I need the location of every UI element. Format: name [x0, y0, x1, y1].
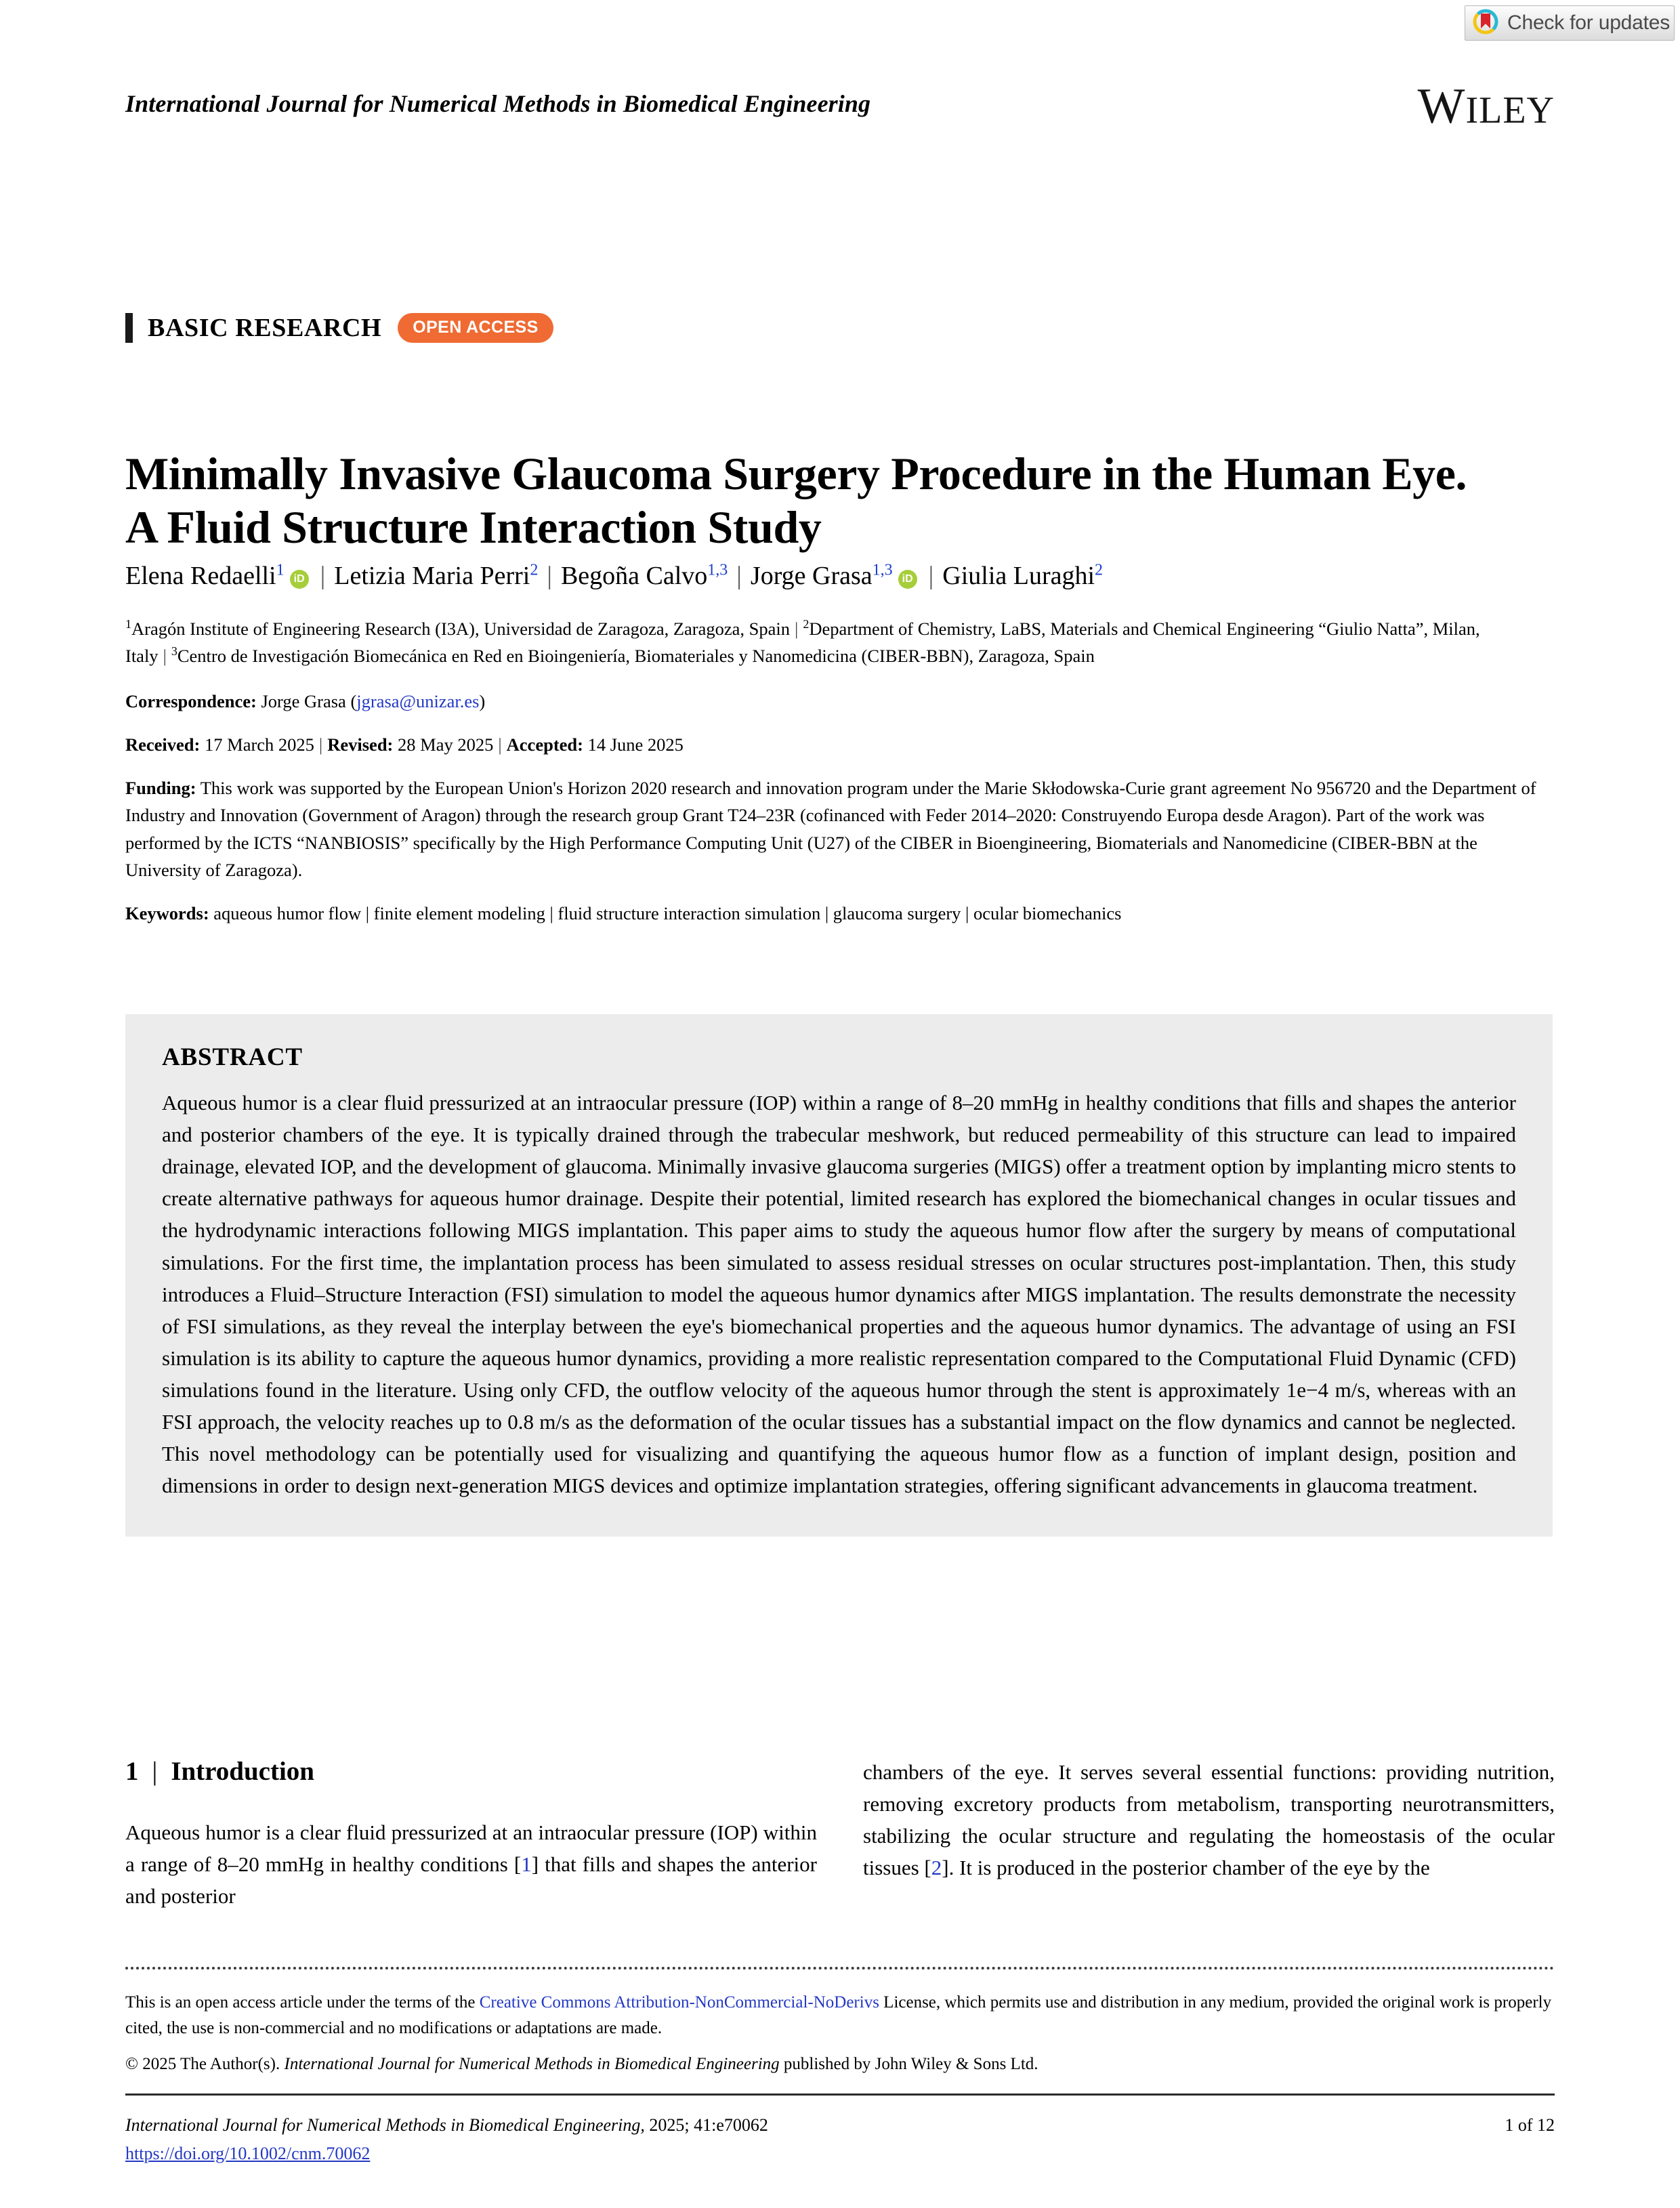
abstract-heading: ABSTRACT: [162, 1043, 303, 1071]
body-columns: [125, 1756, 1555, 1919]
author-separator: |: [928, 562, 934, 590]
license-line: [125, 1990, 1555, 2041]
page-footer: [125, 2112, 1555, 2166]
page-number: 1 of 12: [1505, 2115, 1555, 2135]
abstract-text: Aqueous humor is a clear fluid pressurized at an intraocular pressure (IOP) within a range of 8–20 mmHg in healthy conditions that fills and shapes the anterior and posterior chambers of the eye. It is typically drained through the trabecular meshwork, but reduced permeability of this structure can lead to impaired drainage, elevated IOP, and the development of glaucoma. Minimally invasive glaucoma surgeries (MIGS) offer a treatment option by implanting micro stents to create alternative pathways for aqueous humor drainage. Despite their potential, limited research has explored the biomechanical changes in ocular tissues and the hydrodynamic interactions following MIGS implantation. This paper aims to study the aqueous humor flow after the surgery by means of computational simulations. For the first time, the implantation process has been simulated to assess residual stresses on ocular structures post-implantation. Then, this study introduces a Fluid–Structure Interaction (FSI) simulation to model the aqueous humor dynamics after MIGS implantation. The results demonstrate the necessity of FSI simulations, as they reveal the interplay between the eye's biomechanical properties and the aqueous humor dynamics. The advantage of using an FSI simulation is its ability to capture the aqueous humor dynamics, providing a more realistic representation compared to the Computational Fluid Dynamic (CFD) simulations found in the literature. Using only CFD, the outflow velocity of the aqueous humor through the stent is approximately 1e−4 m/s, whereas with an FSI approach, the velocity reaches up to 0.8 m/s as the deformation of the ocular tissues has a substantial impact on the flow dynamics and cannot be neglected. This novel methodology can be potentially used for visualizing and quantifying the aqueous humor flow as a function of implant design, position and dimensions in order to design next-generation MIGS devices and optimize implantation strategies, offering significant advancements in glaucoma treatment.: [162, 1091, 1516, 1498]
author-name: Begoña Calvo: [560, 562, 708, 590]
author-affiliation-marker: 1,3: [707, 561, 728, 579]
article-meta: [125, 615, 1555, 927]
affiliation-separator: |: [163, 646, 167, 667]
keywords-label: Keywords:: [125, 903, 209, 924]
funding-text: This work was supported by the European Union's Horizon 2020 research and innovation program under the Marie Skłodowska-Curie grant agreement No 956720 and the Department of Industry and Innovation (Government of Aragon) through the research group Grant T24–23R (cofinanced with Feder 2014–2020: Construyendo Europa desde Aragon). Part of the work was performed by the ICTS “NANBIOSIS” specifically by the High Performance Computing Unit (U27) of the CIBER in Bioengineering, Biomaterials and Nanomedicine (CIBER-BBN at the University of Zaragoza).: [125, 778, 1536, 880]
author-affiliation-marker: 1: [276, 561, 285, 579]
intro-paragraph-left: [125, 1816, 817, 1912]
wiley-logo-w: W: [1417, 79, 1466, 134]
citation-ref-1[interactable]: 1: [521, 1852, 532, 1877]
abstract-box: [125, 1014, 1553, 1537]
license-footnote: [125, 1990, 1555, 2077]
author-list: [125, 560, 1555, 593]
author-name: Elena Redaelli: [125, 562, 276, 590]
author-separator: |: [736, 562, 742, 590]
author-affiliation-marker: 1,3: [872, 561, 893, 579]
affiliation-marker-3: 3: [171, 644, 177, 659]
license-text-1: This is an open access article under the terms of the: [125, 1993, 480, 2012]
correspondence-name: Jorge Grasa: [261, 690, 346, 711]
journal-name: International Journal for Numerical Methods in Biomedical Engineering: [125, 90, 871, 117]
funding-label: Funding:: [125, 778, 196, 799]
crossmark-icon: [1472, 8, 1499, 39]
revised-label: Revised:: [327, 734, 394, 755]
correspondence-label: Correspondence:: [125, 690, 257, 711]
citation-ref-2[interactable]: 2: [931, 1856, 942, 1880]
revised-date: 28 May 2025: [398, 734, 494, 755]
correspondence: [125, 688, 1555, 715]
intro-right-text-2: ]. It is produced in the posterior chamber of the eye by the: [942, 1856, 1430, 1880]
intro-left-text-1: Aqueous humor is a clear fluid pressurized at an intraocular pressure (IOP) within a range of 8–20 mmHg in healthy conditions [: [125, 1820, 817, 1877]
author-separator: |: [547, 562, 552, 590]
article-type-label: BASIC RESEARCH: [148, 314, 382, 342]
date-separator: |: [318, 734, 323, 755]
copyright-text-1: © 2025 The Author(s).: [125, 2055, 285, 2073]
received-label: Received:: [125, 734, 201, 755]
affiliation-3: Centro de Investigación Biomecánica en Red en Bioingeniería, Biomateriales y Nanomedicina (CIBER-BBN), Zaragoza, Spain: [177, 646, 1095, 667]
correspondence-email[interactable]: jgrasa@unizar.es: [356, 690, 480, 711]
page-title: Minimally Invasive Glaucoma Surgery Procedure in the Human Eye. A Fluid Structure Interaction Study: [125, 447, 1467, 554]
section-heading-introduction: [125, 1756, 817, 1787]
column-right: [863, 1756, 1555, 1919]
masthead: [125, 81, 1555, 142]
orcid-icon[interactable]: iD: [898, 570, 917, 589]
doi-link[interactable]: https://doi.org/10.1002/cnm.70062: [125, 2143, 371, 2163]
section-title: Introduction: [171, 1757, 314, 1786]
wiley-logo: [1417, 79, 1555, 134]
copyright-line: [125, 2051, 1555, 2077]
footer-journal-name: International Journal for Numerical Methods in Biomedical Engineering,: [125, 2115, 645, 2135]
footer-divider: [125, 2094, 1555, 2096]
intro-paragraph-right: [863, 1756, 1555, 1883]
footnote-divider: [125, 1967, 1555, 1970]
author-name: Giulia Luraghi: [942, 562, 1095, 590]
date-separator: |: [498, 734, 502, 755]
affiliation-2: Department of Chemistry, LaBS, Materials and Chemical Engineering “Giulio Natta”, Milan, Italy: [125, 619, 1480, 667]
accepted-label: Accepted:: [506, 734, 583, 755]
author-name: Jorge Grasa: [750, 562, 873, 590]
footer-citation: [125, 2112, 768, 2166]
article-type-rule: [125, 313, 133, 343]
section-number: 1: [125, 1757, 139, 1786]
check-for-updates-badge[interactable]: [1465, 5, 1675, 41]
affiliation-marker-1: 1: [125, 617, 131, 631]
article-dates: [125, 731, 1555, 758]
correspondence-paren-close: ): [479, 690, 486, 711]
license-text-2: License, which permits use and distribution in any medium, provided the original work is properly cited, the use is non-commercial and no modifications or adaptations are made.: [125, 1993, 1552, 2037]
section-bar: |: [152, 1757, 158, 1786]
affiliation-1: Aragón Institute of Engineering Research (I3A), Universidad de Zaragoza, Zaragoza, Spain: [131, 619, 791, 639]
column-left: [125, 1756, 817, 1919]
affiliation-separator: |: [795, 619, 799, 639]
received-date: 17 March 2025: [205, 734, 314, 755]
affiliations: [125, 615, 1555, 670]
copyright-text-2: published by John Wiley & Sons Ltd.: [779, 2055, 1038, 2073]
keywords: [125, 900, 1555, 927]
author-separator: |: [320, 562, 326, 590]
funding-statement: [125, 774, 1555, 883]
orcid-icon[interactable]: iD: [290, 570, 309, 589]
affiliation-marker-2: 2: [803, 617, 810, 631]
keywords-text: aqueous humor flow | finite element modeling | fluid structure interaction simulation | glaucoma surgery | ocular biomechanics: [213, 903, 1122, 924]
accepted-date: 14 June 2025: [587, 734, 684, 755]
author-name: Letizia Maria Perri: [334, 562, 530, 590]
check-for-updates-label: Check for updates: [1507, 12, 1671, 34]
correspondence-paren-open: (: [350, 690, 357, 711]
author-affiliation-marker: 2: [530, 561, 539, 579]
license-link[interactable]: Creative Commons Attribution-NonCommercial-NoDerivs: [479, 1993, 879, 2012]
open-access-badge: OPEN ACCESS: [398, 313, 553, 343]
intro-right-text-1: chambers of the eye. It serves several essential functions: providing nutrition, removing excretory products from metabolism, transporting neurotransmitters, stabilizing the ocular structure and regulating the homeostasis of the ocular tissues [: [863, 1760, 1555, 1880]
author-affiliation-marker: 2: [1095, 561, 1104, 579]
wiley-logo-iley: ILEY: [1465, 89, 1555, 131]
intro-left-text-2: ] that fills and shapes the anterior and posterior: [125, 1852, 817, 1909]
article-type-row: [125, 313, 553, 343]
footer-citation-rest: 2025; 41:e70062: [644, 2115, 768, 2135]
copyright-journal-name: International Journal for Numerical Methods in Biomedical Engineering: [284, 2055, 780, 2073]
